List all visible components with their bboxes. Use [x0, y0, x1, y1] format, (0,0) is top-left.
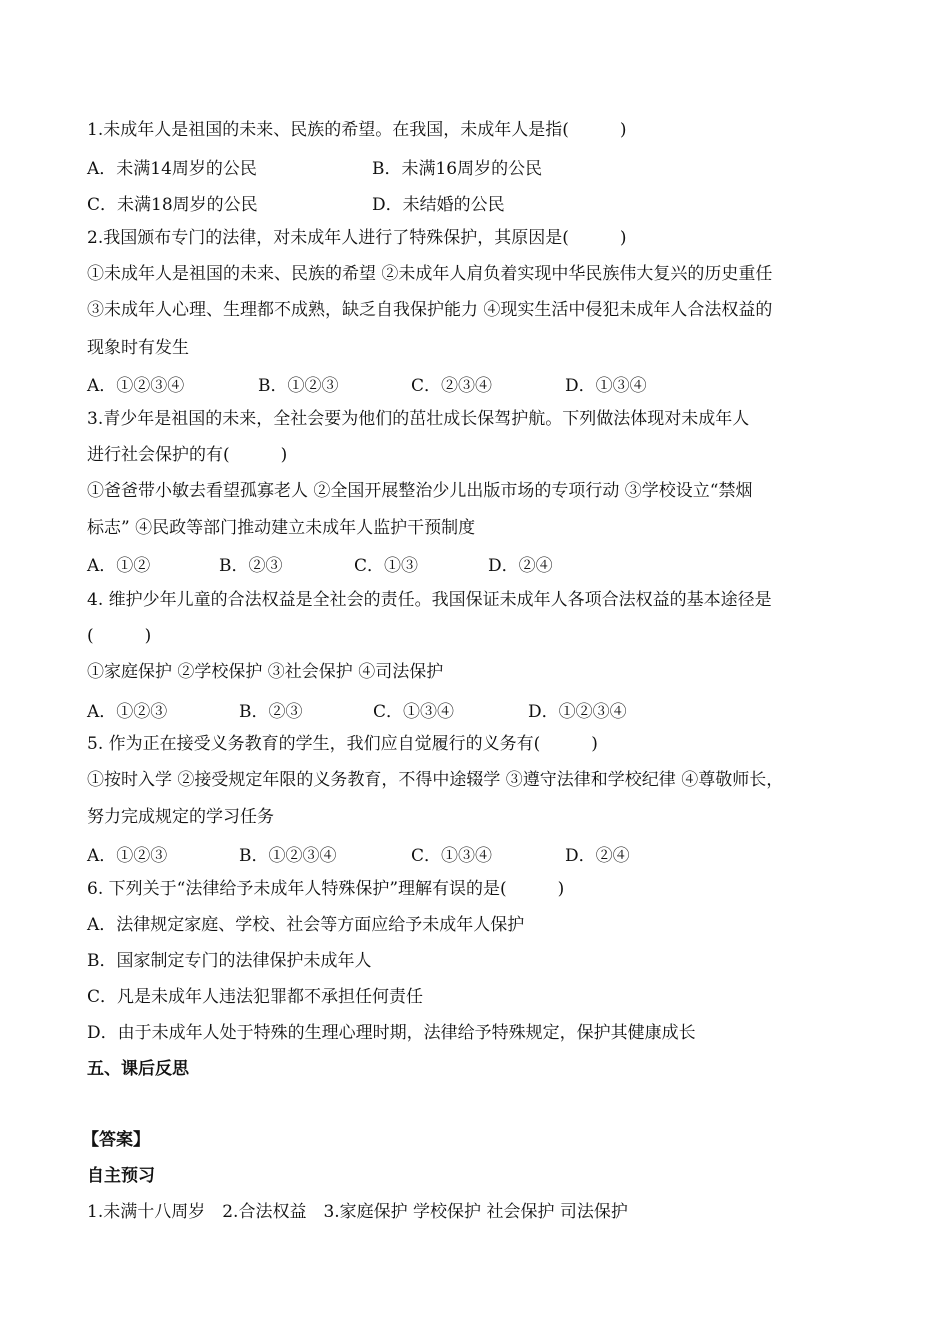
- q5-statement-line-1: ①按时入学 ②接受规定年限的义务教育，不得中途辍学 ③遵守法律和学校纪律 ④尊敬师长，: [87, 770, 784, 790]
- q4-option-b: B．②③: [239, 702, 303, 722]
- q5-option-a: A．①②③: [87, 846, 168, 866]
- q4-option-d: D．①②③④: [528, 702, 627, 722]
- q4-option-c: C．①③④: [373, 702, 455, 722]
- q6-stem: 6. 下列关于“法律给予未成年人特殊保护”理解有误的是( ): [87, 879, 565, 899]
- q1-option-d: D．未结婚的公民: [372, 195, 505, 215]
- preview-heading: 自主预习: [87, 1166, 155, 1186]
- q5-statement-line-2: 努力完成规定的学习任务: [87, 807, 274, 827]
- q5-stem: 5. 作为正在接受义务教育的学生，我们应自觉履行的义务有( ): [87, 734, 598, 754]
- q3-statement-line-1: ①爸爸带小敏去看望孤寡老人 ②全国开展整治少儿出版市场的专项行动 ③学校设立“禁烟: [87, 481, 753, 501]
- q6-option-c: C．凡是未成年人违法犯罪都不承担任何责任: [87, 987, 424, 1007]
- q4-statement-line-1: ①家庭保护 ②学校保护 ③社会保护 ④司法保护: [87, 662, 444, 682]
- q3-stem-line-1: 3.青少年是祖国的未来，全社会要为他们的茁壮成长保驾护航。下列做法体现对未成年人: [87, 409, 750, 429]
- q4-stem-line-2: ( ): [87, 626, 152, 646]
- q2-statement-line-1: ①未成年人是祖国的未来、民族的希望 ②未成年人肩负着实现中华民族伟大复兴的历史重任: [87, 264, 773, 284]
- q5-option-c: C．①③④: [411, 846, 493, 866]
- q3-option-b: B．②③: [219, 556, 283, 576]
- q3-option-a: A．①②: [87, 556, 151, 576]
- q3-option-d: D．②④: [488, 556, 553, 576]
- q1-stem: 1.未成年人是祖国的未来、民族的希望。在我国，未成年人是指( ): [87, 120, 627, 140]
- q2-statement-line-3: 现象时有发生: [87, 338, 189, 358]
- q1-option-b: B．未满16周岁的公民: [372, 159, 543, 179]
- preview-answers: 1.未满十八周岁 2.合法权益 3.家庭保护 学校保护 社会保护 司法保护: [87, 1202, 628, 1222]
- q2-option-b: B．①②③: [258, 376, 339, 396]
- q4-option-a: A．①②③: [87, 702, 168, 722]
- q6-option-b: B．国家制定专门的法律保护未成年人: [87, 951, 372, 971]
- q5-option-d: D．②④: [565, 846, 630, 866]
- q2-option-c: C．②③④: [411, 376, 493, 396]
- q4-stem-line-1: 4. 维护少年儿童的合法权益是全社会的责任。我国保证未成年人各项合法权益的基本途径是: [87, 590, 772, 610]
- q3-option-c: C．①③: [354, 556, 419, 576]
- q2-statement-line-2: ③未成年人心理、生理都不成熟，缺乏自我保护能力 ④现实生活中侵犯未成年人合法权益的: [87, 300, 773, 320]
- q3-stem-line-2: 进行社会保护的有( ): [87, 445, 288, 465]
- q2-stem: 2.我国颁布专门的法律，对未成年人进行了特殊保护，其原因是( ): [87, 228, 627, 248]
- answer-heading: 【答案】: [82, 1130, 150, 1150]
- q2-option-d: D．①③④: [565, 376, 647, 396]
- q2-option-a: A．①②③④: [87, 376, 185, 396]
- q5-option-b: B．①②③④: [239, 846, 337, 866]
- q6-option-a: A．法律规定家庭、学校、社会等方面应给予未成年人保护: [87, 915, 525, 935]
- q1-option-c: C．未满18周岁的公民: [87, 195, 258, 215]
- q1-option-a: A．未满14周岁的公民: [87, 159, 257, 179]
- section-5-heading: 五、课后反思: [87, 1059, 189, 1079]
- q6-option-d: D．由于未成年人处于特殊的生理心理时期，法律给予特殊规定，保护其健康成长: [87, 1023, 696, 1043]
- q3-statement-line-2: 标志” ④民政等部门推动建立未成年人监护干预制度: [87, 518, 476, 538]
